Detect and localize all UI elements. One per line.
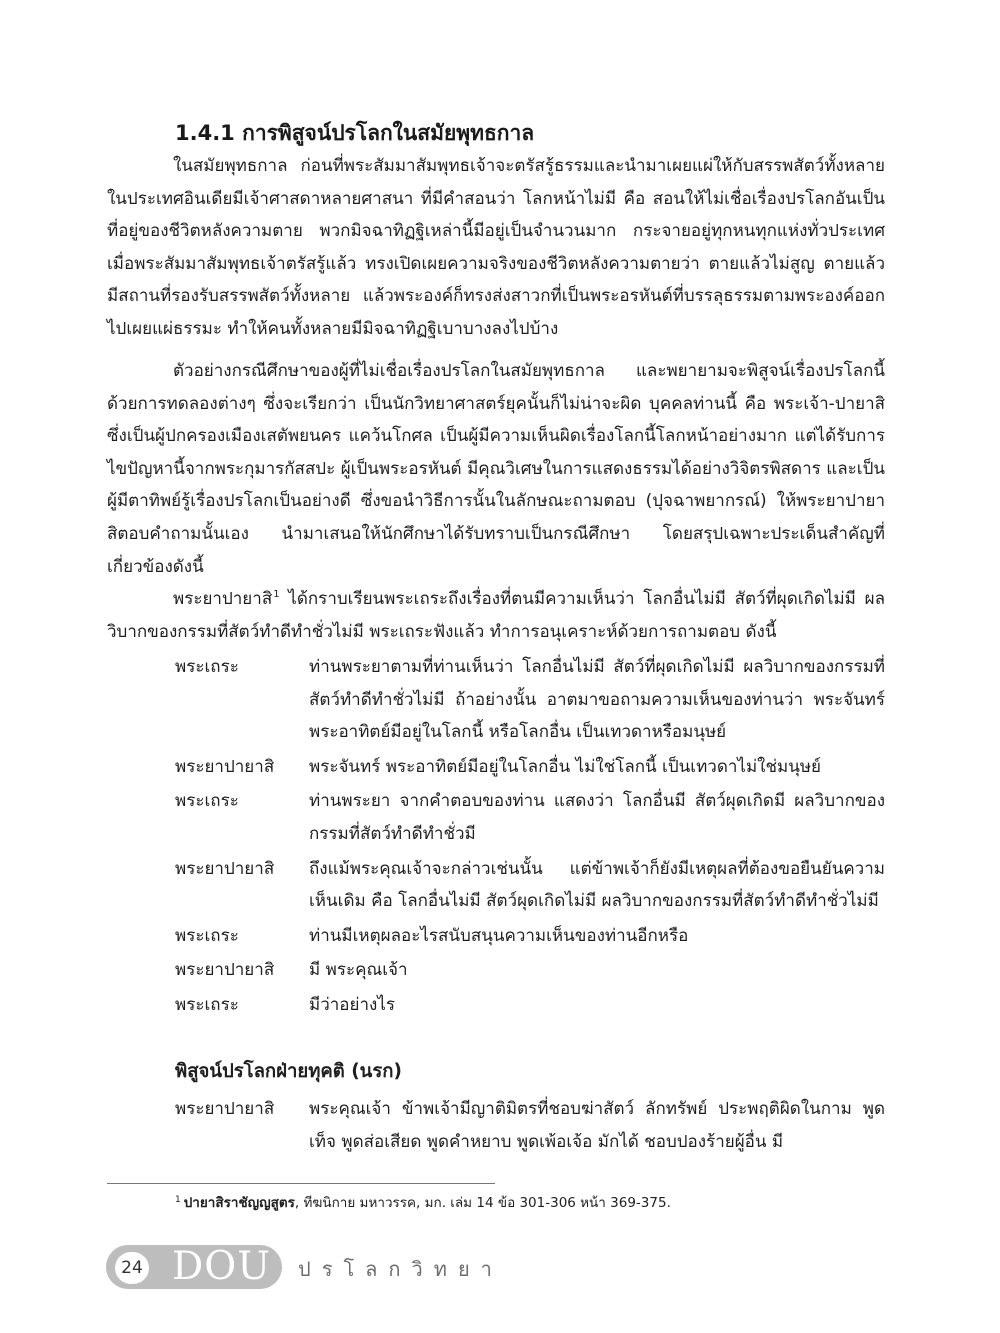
- dialogue-speaker: พระเถระ: [175, 791, 239, 812]
- book-title: ปรโลกวิทยา: [298, 1257, 503, 1281]
- dialogue-turn: [175, 853, 885, 918]
- page-number: 24: [115, 1252, 149, 1284]
- dialogue-text: ท่านพระยา จากคำตอบของท่าน แสดงว่า โลกอื่นมี สัตว์ผุดเกิดมี ผลวิบากของกรรมที่สัตว์ทำดีทำชั่วมี: [309, 791, 885, 844]
- dialogue-turn: [175, 1093, 885, 1158]
- dialogue-speaker: พระเถระ: [175, 925, 239, 946]
- dou-logo: DOU: [172, 1244, 272, 1289]
- paragraph-intro-text: ในสมัยพุทธกาล ก่อนที่พระสัมมาสัมพุทธเจ้าจะตรัสรู้ธรรมและนำมาเผยแผ่ให้กับสรรพสัตว์ทั้งหลาย ในประเทศอินเดียมีเจ้าศาสดาหลายศาสนา ที่มีคำสอนว่า โลกหน้าไม่มี คือ สอนให้ไม่เชื่อเรื่องปรโลกอันเป็นที่อยู่ของชีวิตหลังความตาย พวกมิจฉาทิฏฐิเหล่านี้มีอยู่เป็นจำนวนมาก กระจายอยู่ทุกหนทุกแห่งทั่วประเทศ เมื่อพระสัมมาสัมพุทธเจ้าตรัสรู้แล้ว ทรงเปิดเผยความจริงของชีวิตหลังความตายว่า ตายแล้วไม่สูญ ตายแล้วมีสถานที่รองรับสรรพสัตว์ทั้งหลาย แล้วพระองค์ก็ทรงส่งสาวกที่เป็นพระอรหันต์ที่บรรลุธรรมตามพระองค์ออกไปเผยแผ่ธรรมะ ทำให้คนทั้งหลายมีมิจฉาทิฏฐิเบาบางลงไปบ้าง: [107, 156, 885, 339]
- paragraph-intro: [107, 150, 885, 346]
- footnote-divider: [107, 1183, 495, 1184]
- dialogue-turn: [175, 651, 885, 749]
- dialogue-text: พระคุณเจ้า ข้าพเจ้ามีญาติมิตรที่ชอบฆ่าสัตว์ ลักทรัพย์ ประพฤติผิดในกาม พูดเท็จ พูดส่อเสียด พูดคำหยาบ พูดเพ้อเจ้อ มักได้ ชอบปองร้ายผู้อื่น มี: [309, 1099, 885, 1152]
- paragraph-case-study: [107, 355, 885, 583]
- dialogue-text: มี พระคุณเจ้า: [309, 960, 408, 981]
- footnote-text: , ทีฆนิกาย มหาวรรค, มก. เล่ม 14 ข้อ 301-306 หน้า 369-375.: [294, 1195, 671, 1211]
- dialogue-speaker: พระเถระ: [175, 994, 239, 1015]
- dialogue-speaker: พระเถระ: [175, 657, 239, 677]
- dialogue-turn: [175, 785, 885, 850]
- dialogue-text: ท่านมีเหตุผลอะไรสนับสนุนความเห็นของท่านอีกหรือ: [309, 925, 689, 946]
- subheading-hell: พิสูจน์ปรโลกฝ่ายทุคติ (นรก): [175, 1061, 402, 1082]
- dialogue-speaker: พระยาปายาสิ: [175, 858, 275, 879]
- dialogue-text: พระจันทร์ พระอาทิตย์มีอยู่ในโลกอื่น ไม่ใช่โลกนี้ เป็นเทวดาไม่ใช่มนุษย์: [309, 756, 822, 777]
- footnote: [175, 1192, 885, 1214]
- paragraph-payasi-text: ได้กราบเรียนพระเถระถึงเรื่องที่ตนมีความเห็นว่า โลกอื่นไม่มี สัตว์ที่ผุดเกิดไม่มี ผลวิบากของกรรมที่สัตว์ทำดีทำชั่วไม่มี พระเถระฟังแล้ว ทำการอนุเคราะห์ด้วยการถามตอบ ดังนี้: [107, 589, 885, 642]
- dialogue-text: ท่านพระยาตามที่ท่านเห็นว่า โลกอื่นไม่มี สัตว์ที่ผุดเกิดไม่มี ผลวิบากของกรรมที่สัตว์ทำดีทำชั่วไม่มี ถ้าอย่างนั้น อาตมาขอถามความเห็นของท่านว่า พระจันทร์ พระอาทิตย์มีอยู่ในโลกนี้ หรือโลกอื่น เป็นเทวดาหรือมนุษย์: [309, 657, 885, 743]
- dialogue-turn: [175, 751, 885, 784]
- paragraph-payasi: [107, 583, 885, 648]
- dialogue-turn: [175, 954, 885, 987]
- footnote-title: ปายาสิราชัญญสูตร: [183, 1195, 295, 1211]
- dialogue-block: [175, 1093, 885, 1160]
- dialogue-block: [175, 651, 885, 1024]
- dialogue-turn: [175, 920, 885, 953]
- payasi-name: พระยาปายาสิ: [173, 589, 273, 609]
- dialogue-speaker: พระยาปายาสิ: [175, 960, 275, 981]
- footnote-reference[interactable]: 1: [273, 589, 280, 601]
- section-title: 1.4.1 การพิสูจน์ปรโลกในสมัยพุทธกาล: [175, 121, 535, 145]
- dialogue-text: ถึงแม้พระคุณเจ้าจะกล่าวเช่นนั้น แต่ข้าพเจ้าก็ยังมีเหตุผลที่ต้องขอยืนยันความเห็นเดิม คือ โลกอื่นไม่มี สัตว์ผุดเกิดไม่มี ผลวิบากของกรรมที่สัตว์ทำดีทำชั่วไม่มี: [309, 858, 885, 912]
- dialogue-speaker: พระยาปายาสิ: [175, 1099, 275, 1119]
- paragraph-case-study-text: ตัวอย่างกรณีศึกษาของผู้ที่ไม่เชื่อเรื่องปรโลกในสมัยพุทธกาล และพยายามจะพิสูจน์เรื่องปรโลกนี้ด้วยการทดลองต่างๆ ซึ่งจะเรียกว่า เป็นนักวิทยาศาสตร์ยุคนั้นก็ไม่น่าจะผิด บุคคลท่านนี้ คือ พระเจ้า-ปายาสิ ซึ่งเป็นผู้ปกครองเมืองเสตัพยนคร แคว้นโกศล เป็นผู้มีความเห็นผิดเรื่องโลกนี้โลกหน้าอย่างมาก แต่ได้รับการไขปัญหานี้จากพระกุมารกัสสปะ ผู้เป็นพระอรหันต์ มีคุณวิเศษในการแสดงธรรมได้อย่างวิจิตรพิสดาร และเป็นผู้มีตาทิพย์รู้เรื่องปรโลกเป็นอย่างดี ซึ่งขอนำวิธีการนั้นในลักษณะถามตอบ (ปุจฉาพยากรณ์) ให้พระยาปายาสิตอบคำถามนั้นเอง นำมาเสนอให้นักศึกษาได้รับทราบเป็นกรณีศึกษา โดยสรุปเฉพาะประเด็นสำคัญที่เกี่ยวข้องดังนี้: [107, 361, 885, 577]
- dialogue-speaker: พระยาปายาสิ: [175, 756, 275, 777]
- dialogue-text: มีว่าอย่างไร: [309, 994, 395, 1015]
- footnote-number: 1: [175, 1194, 181, 1205]
- dialogue-turn: [175, 989, 885, 1022]
